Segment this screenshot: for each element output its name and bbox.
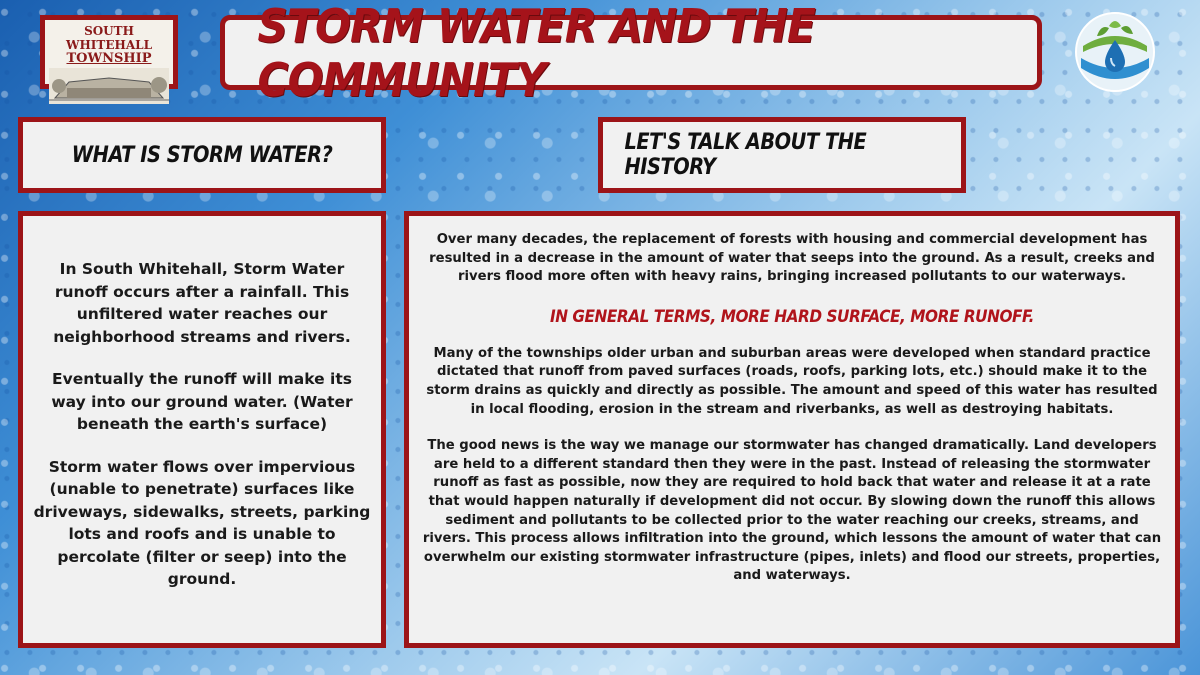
logo-line1: SOUTH WHITEHALL [65, 24, 153, 52]
left-content-panel [18, 211, 386, 648]
left-paragraph-2: Eventually the runoff will make its way into our ground water. (Water beneath the earth's surface) [51, 370, 353, 433]
what-is-storm-water-heading [18, 117, 386, 193]
runoff-tagline: IN GENERAL TERMS, MORE HARD SURFACE, MORE RUNOFF. [549, 306, 1035, 327]
page-title: STORM WATER AND THE COMMUNITY [257, 0, 815, 107]
history-paragraph-2: Many of the townships older urban and suburban areas were developed when standard practice dictated that runoff from paved surfaces (roads, roofs, parking lots, etc.) should make it to the storm drains as quickly and directly as possible. The amount and speed of this water has resulted in local flooding, erosion in the stream and riverbanks, as well as destroying habitats. [426, 345, 1158, 417]
spacer [421, 419, 1163, 437]
left-paragraph-3: Storm water flows over impervious (unable to penetrate) surfaces like driveways, sidewalks, streets, parking lots and roofs and is unable to percolate (filter or seep) into the ground. [33, 457, 371, 588]
history-paragraph-1: Over many decades, the replacement of forests with housing and commercial development has resulted in a decrease in the amount of water that seeps into the ground. As a result, creeks and rivers flood more often with heavy rains, bringing increased pollutants to our waterways. [429, 232, 1155, 285]
left-paragraph-1: In South Whitehall, Storm Water runoff occurs after a rainfall. This unfiltered water reaches our neighborhood streams and rivers. [53, 260, 351, 346]
right-heading-text: LET'S TALK ABOUT THE HISTORY [624, 130, 867, 180]
township-logo [40, 15, 178, 89]
history-heading [598, 117, 966, 193]
water-drop-leaves-icon [1075, 12, 1155, 92]
logo-line2: TOWNSHIP [66, 51, 152, 66]
history-paragraph-3: The good news is the way we manage our stormwater has changed dramatically. Land developers are held to a different standard then they were in the past. Instead of releasing the stormwater runoff as fast as possible, now they are required to hold back that water and release it at a rate that would happen naturally if development did not occur. By slowing down the runoff this allows sediment and pollutants to be collected prior to the water reaching our creeks, streams, and rivers. This process allows infiltration into the ground, which lessons the amount of water that can overwhelm our existing stormwater infrastructure (pipes, inlets) and flood our streets, properties, and waterways. [422, 438, 1162, 584]
left-heading-text: WHAT IS STORM WATER? [71, 142, 333, 168]
right-content-panel [404, 211, 1180, 648]
title-banner [220, 0, 1042, 107]
township-building-icon [49, 68, 169, 104]
